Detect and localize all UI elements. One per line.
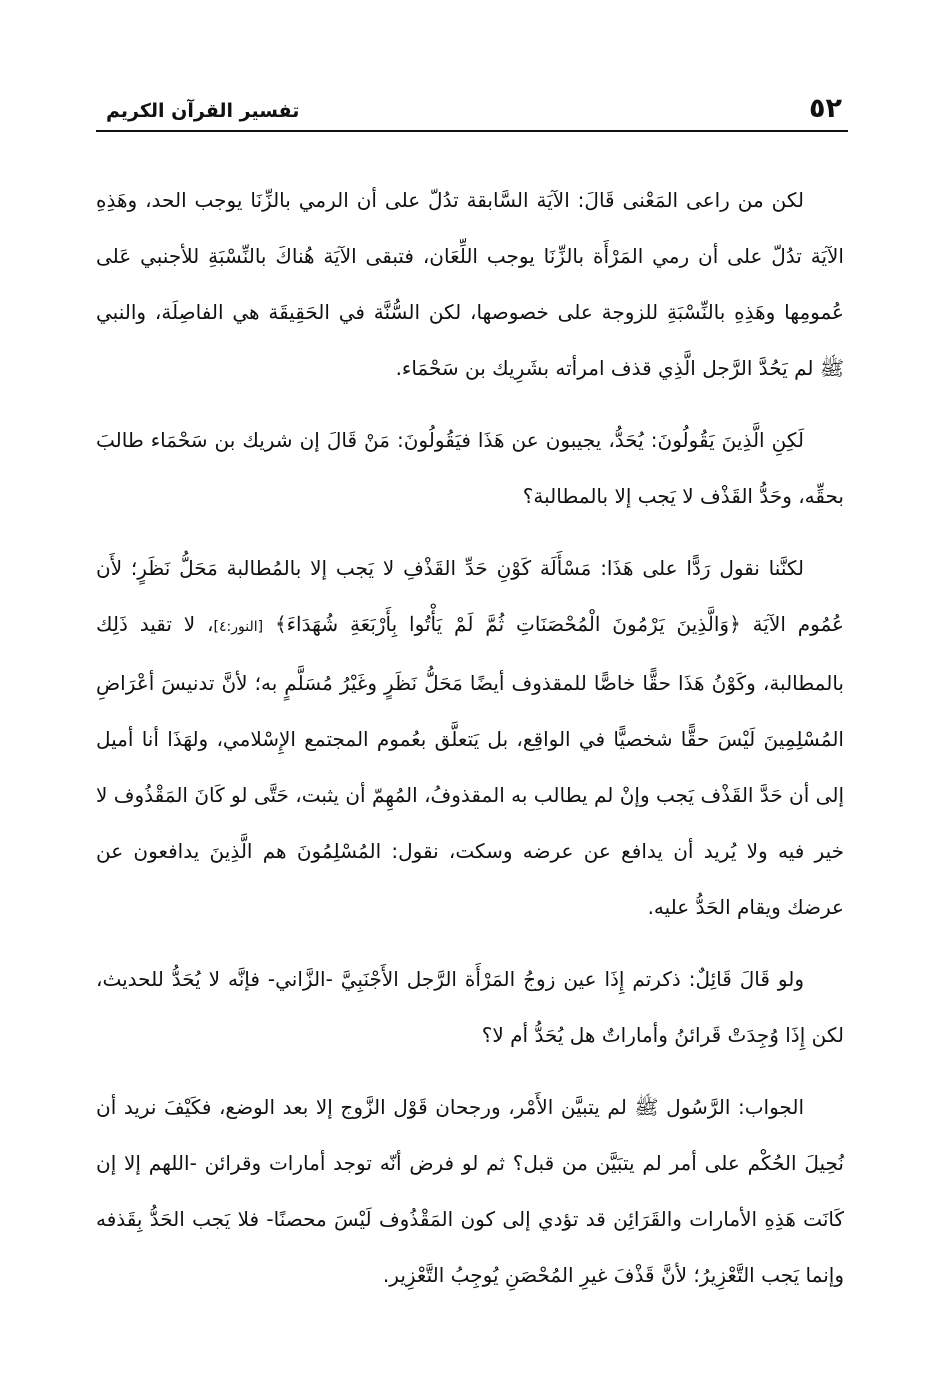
body-text [96,172,844,1303]
paragraph-1: لكن من راعى المَعْنى قَالَ: الآيَة السَّابقة تدُلّ على أن الرمي بالزِّنَا يوجب الحد، وهَذِهِ الآيَة تدُلّ على أن رمي المَرْأَة بالزِّنَا يوجب اللِّعَان، فتبقى الآيَة هُناكَ بالنِّسْبَةِ للأجنبي عَلى عُمومِها وهَذِهِ بالنِّسْبَةِ للزوجة على خصوصها، لكن السُّنَّة في الحَقِيقَة هي الفاصِلَة، والنبي ﷺ لم يَحُدَّ الرَّجل الَّذِي قذف امرأته بشَرِيك بن سَحْمَاء. [96,188,844,380]
paragraph-5: الجواب: الرَّسُول ﷺ لم يتبيَّن الأَمْر، ورجحان قَوْل الزَّوج إلا بعد الوضع، فكَيْفَ نريد أن نُحِيلَ الحُكْم على أمر لم يتبَيَّن من قبل؟ ثم لو فرض أنّه توجد أمارات وقرائن -اللهم إلا إن كَانَت هَذِهِ الأمارات والقَرَائِن قد تؤدي إلى كون المَقْذُوف لَيْسَ محصنًا- فلا يَجب الحَدُّ بِقَذفه وإنما يَجب التَّعْزِيرُ؛ لأنَّ قَذْفَ غيرِ المُحْصَنِ يُوجِبُ التَّعْزِير. [96,1095,844,1287]
quran-verse: ﴿وَالَّذِينَ يَرْمُونَ الْمُحْصَنَاتِ ثُمَّ لَمْ يَأْتُوا بِأَرْبَعَةِ شُهَدَاءَ﴾ [274,612,741,636]
page-header [96,92,848,132]
header-rule [96,130,848,132]
verse-reference: [النور:٤] [213,619,264,635]
paragraph-3 [96,540,844,935]
running-title: تفسير القرآن الكريم [106,100,300,122]
page-number: ٥٢ [809,93,842,124]
paragraph-3-text-before: لكنَّنا نقول رَدًّا على هَذَا: مَسْأَلَة كَوْنِ حَدِّ القَذْفِ لا يَجب إلا بالمُطالبة مَحَلُّ نَظَرٍ؛ لأَن عُمُوم الآيَة [96,556,844,636]
paragraph-3-text-after: ، لا تقيد ذَلِك بالمطالبة، وكَوْنُ هَذَا حقًّا خاصًّا للمقذوف أيضًا مَحَلُّ نَظَرٍ وغَيْرُ مُسَلَّمٍ به؛ لأنَّ تدنيسَ أعْرَاضِ المُسْلِمِينَ لَيْسَ حقًّا شخصيًّا في الواقِع، بل يَتعلَّق بعُموم المجتمع الإِسْلامي، ولهَذَا أنا أميل إلى أن حَدَّ القَذْف يَجب وإنْ لم يطالب به المقذوفُ، المُهِمّ أن يثبت، حَتَّى لو كَانَ المَقْذُوف لا خير فيه ولا يُريد أن يدافع عن عرضه وسكت، نقول: المُسْلِمُونَ هم الَّذِينَ يدافعون عن عرضك ويقام الحَدُّ عليه. [96,612,844,919]
paragraph-4: ولو قَالَ قَائِلٌ: ذكرتم إِذَا عين زوجُ المَرْأَة الرَّجل الأَجْنَبِيَّ -الزَّاني- فإنَّه لا يُحَدُّ للحديث، لكن إِذَا وُجِدَتْ قَرائنُ وأماراتٌ هل يُحَدُّ أم لا؟ [96,967,844,1047]
paragraph-2: لَكِنِ الَّذِينَ يَقُولُونَ: يُحَدُّ، يجيبون عن هَذَا فيَقُولُونَ: مَنْ قَالَ إن شريك بن سَحْمَاء طالبَ بحقِّه، وحَدُّ القَذْف لا يَجب إلا بالمطالبة؟ [96,428,844,508]
